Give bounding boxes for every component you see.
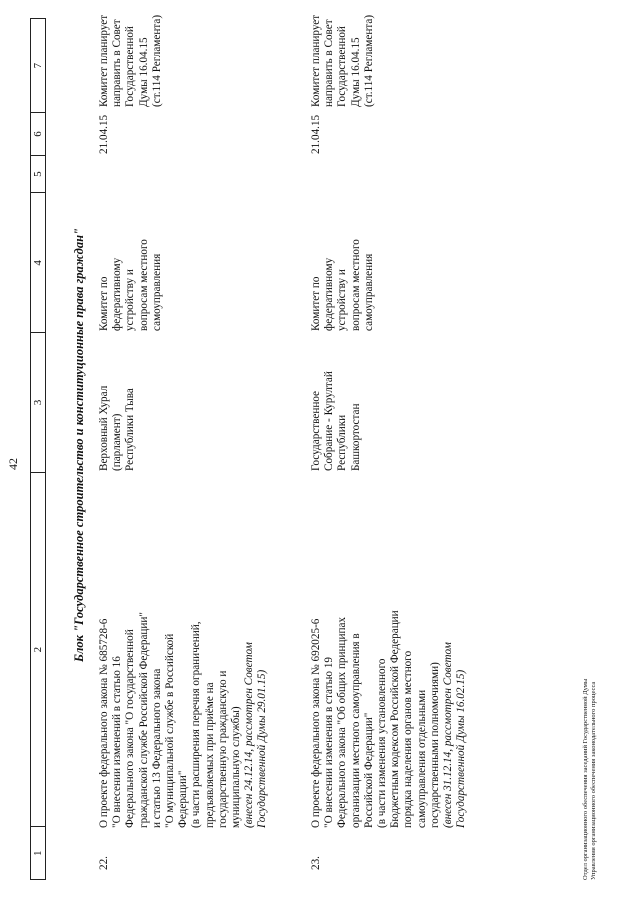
bill-description	[98, 498, 270, 828]
note-line: Думы 16.04.15	[137, 37, 150, 107]
header-col-6: 6	[31, 113, 46, 156]
header-col-2: 2	[31, 472, 46, 827]
initiator-line: Республики	[336, 414, 349, 471]
footer-line: Управления организационного обеспечения законодательного процесса	[590, 681, 597, 880]
date: 21.04.15	[310, 114, 322, 154]
description-line: Федерального закона "Об общих принципах	[336, 616, 349, 828]
description-line: Федерации"	[177, 770, 190, 828]
note-line: (ст.114 Регламента)	[150, 14, 163, 107]
description-line: "О внесении изменения в статью 19	[323, 656, 336, 828]
initiator-line: Верховный Хурал	[98, 385, 110, 471]
initiator-line: Государственное	[310, 390, 322, 471]
description-line: организации местного самоуправления в	[349, 633, 362, 828]
header-col-5: 5	[31, 155, 46, 193]
date: 21.04.15	[98, 114, 110, 154]
submission-note: (внесен 31.12.14, рассмотрен Советом	[442, 642, 455, 828]
committee-note	[98, 12, 164, 107]
row-number: 23.	[310, 856, 322, 870]
description-line: государственными полномочиями)	[428, 662, 441, 828]
row-number: 22.	[98, 856, 110, 870]
committee-line: вопросам местного	[349, 239, 362, 331]
description-line: самоуправления отдельными	[415, 689, 428, 828]
header-col-4: 4	[31, 193, 46, 333]
header-col-3: 3	[31, 333, 46, 473]
bill-description	[310, 498, 468, 828]
description-line: "О муниципальной службе в Российской	[164, 633, 177, 828]
header-col-1: 1	[31, 827, 46, 880]
description-line: гражданской службе Российской Федерации"	[137, 612, 150, 828]
note-line: Комитет планирует	[310, 14, 322, 107]
initiator-line: (парламент)	[111, 413, 124, 471]
note-line: (ст.114 Регламента)	[362, 14, 375, 107]
description-line: Бюджетным кодексом Российской Федерации	[389, 610, 402, 828]
committee-line: самоуправления	[362, 253, 375, 331]
submission-note: Государственной Думы 16.02.15)	[455, 669, 468, 828]
description-line: муниципальную службы)	[230, 706, 243, 828]
column-header-table	[30, 18, 46, 880]
description-line: (в части расширения перечня ограничений,	[190, 621, 203, 828]
committee-line: вопросам местного	[137, 239, 150, 331]
note-line: Комитет планирует	[98, 14, 110, 107]
header-col-7: 7	[31, 19, 46, 113]
initiator	[98, 331, 138, 471]
description-line: порядка наделения органов местного	[402, 650, 415, 828]
note-line: Государственной	[336, 26, 349, 107]
committee-line: устройству и	[124, 269, 137, 331]
description-line: и статью 13 Федерального закона	[150, 668, 163, 828]
note-line: Государственной	[124, 26, 137, 107]
committee-line: федеративному	[111, 257, 124, 331]
description-line: государственную гражданскую и	[216, 670, 229, 828]
submission-note: Государственной Думы 29.01.15)	[256, 669, 269, 828]
description-line: "О внесении изменений в статью 16	[111, 656, 124, 828]
description-line: О проекте федерального закона № 685728-6	[98, 618, 110, 828]
initiator	[310, 331, 363, 471]
committee-line: устройству и	[336, 269, 349, 331]
initiator-line: Собрание - Курултай	[323, 371, 336, 471]
initiator-line: Башкортостан	[349, 403, 362, 471]
description-line: О проекте федерального закона № 692025-6	[310, 618, 322, 828]
footer	[582, 679, 598, 880]
footer-line: Отдел организационного обеспечения заседаний Государственной Думы	[582, 678, 589, 880]
note-line: направить в Совет	[323, 19, 336, 107]
description-line: Российской Федерации"	[362, 712, 375, 828]
description-line: Федерального закона "О государственной	[124, 629, 137, 828]
note-line: направить в Совет	[111, 19, 124, 107]
description-line: предъявляемых при приёме на	[203, 682, 216, 828]
responsible-committee	[310, 191, 376, 331]
page-number: 42	[6, 458, 20, 470]
description-line: (в части изменения установленного	[376, 658, 389, 828]
submission-note: (внесен 24.12.14, рассмотрен Советом	[243, 642, 256, 828]
committee-line: федеративному	[323, 257, 336, 331]
committee-line: самоуправления	[150, 253, 163, 331]
block-title: Блок "Государственное строительство и конституционные права граждан"	[72, 228, 86, 662]
responsible-committee	[98, 191, 164, 331]
committee-note	[310, 12, 376, 107]
committee-line: Комитет по	[310, 276, 322, 331]
committee-line: Комитет по	[98, 276, 110, 331]
initiator-line: Республики Тыва	[124, 388, 137, 471]
note-line: Думы 16.04.15	[349, 37, 362, 107]
